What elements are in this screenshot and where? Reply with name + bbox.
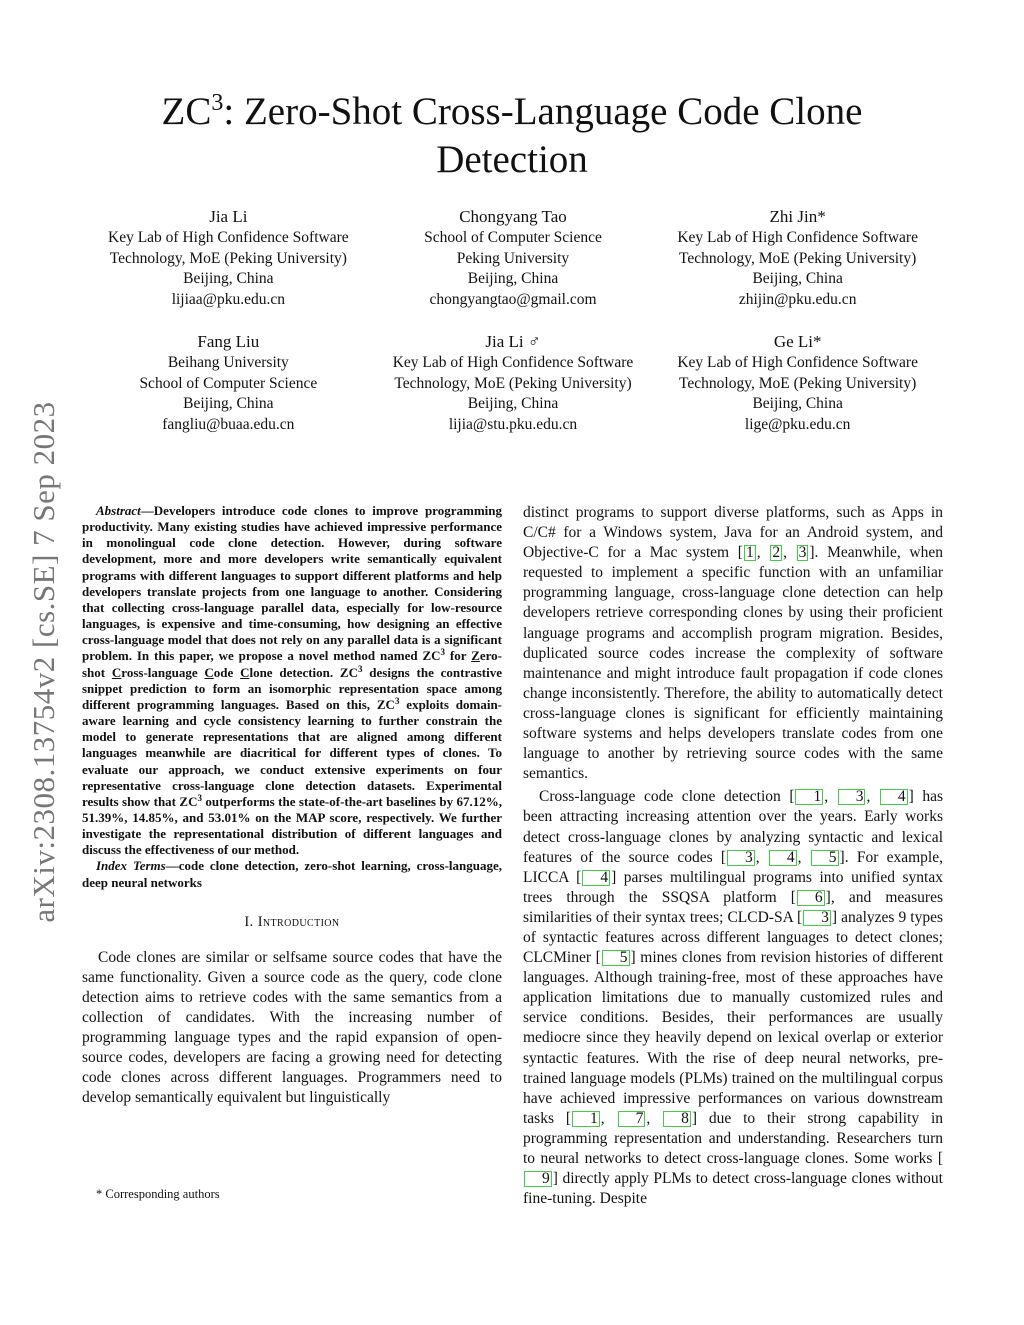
author-location: Beijing, China [467,395,559,413]
abstract: Abstract—Developers introduce code clones to improve programming productivity. Many existing studies have achieved impressive performance in monolingual code clone detection. However, during software development, more and more developers write semantically equivalent programs with different languages to support different platforms and help developers translate projects from one language to another. Considering that collecting cross-language parallel data, especially for low-resource languages, is expensive and time-consuming, how designing an effective cross-language model that does not rely on any parallel data is a significant problem. In this paper, we propose a novel method named $ZC^3$ for Zero-shot Cross-language Code Clone detection. $ZC^3$ designs the contrastive snippet prediction to form an isomorphic representation space among different programming languages. Based on this, $ZC^3$ exploits domain-aware learning and cycle consistency learning to further constrain the model to generate representations that are aligned among different languages meanwhile are diacritical for different types of clones. To evaluate our approach, we conduct extensive experiments on four representative cross-language clone detection datasets. Experimental results show that $ZC^3$ outperforms the state-of-the-art baselines by 67.12%, 51.39%, 14.85%, and 53.01% on the MAP score, respectively. We further investigate the representational distribution of different languages and discuss the effectiveness of our method. [82,503,503,858]
author-block [86,206,940,436]
citation-link[interactable]: 3 [803,910,831,926]
author-affiliation-line: Beihang University [167,353,289,371]
author-affiliation-line: Technology, MoE (Peking University) [679,374,917,392]
right-column [523,503,943,1209]
left-column [82,503,502,1109]
author-name: Ge Li* [773,331,822,351]
citation-link[interactable]: 5 [602,950,630,966]
citation-link[interactable]: 4 [880,789,908,805]
citation-link[interactable]: 3 [798,544,807,562]
author-affiliation-line: Key Lab of High Confidence Software [108,229,349,246]
footnote-corresponding-authors: * Corresponding authors [96,1187,220,1201]
citation-link[interactable]: 7 [618,1111,646,1127]
author-affiliation-line: Technology, MoE (Peking University) [679,249,917,267]
citation-link[interactable]: 1 [795,789,823,805]
paper-title: $ZC^3$: Zero-Shot Cross-Language Code Clone Detection [161,90,863,181]
author-affiliation-line: Peking University [456,249,570,267]
author-3 [655,206,940,311]
citation-link[interactable]: 8 [663,1111,691,1127]
author-email: chongyangtao@gmail.com [429,291,597,309]
author-email: lige@pku.edu.cn [744,415,851,433]
author-affiliation-line: School of Computer Science [139,374,318,392]
author-affiliation-line: Technology, MoE (Peking University) [109,249,347,267]
author-location: Beijing, China [467,270,559,288]
author-affiliation-line: Key Lab of High Confidence Software [677,229,918,246]
author-name: Jia Li [209,207,248,226]
author-email: lijiaa@pku.edu.cn [171,291,285,309]
author-location: Beijing, China [752,395,843,413]
author-affiliation-line: Key Lab of High Confidence Software [392,353,634,371]
author-5 [371,331,656,436]
citation-link[interactable]: 6 [797,890,825,906]
author-affiliation-line: Technology, MoE (Peking University) [394,374,632,392]
citation-link[interactable]: 4 [582,870,610,886]
author-email: lijia@stu.pku.edu.cn [448,415,578,433]
author-name: Chongyang Tao [459,207,567,226]
author-4 [86,331,371,436]
author-affiliation-line: School of Computer Science [424,229,602,246]
author-name: Jia Li ♂ [485,331,541,351]
citation-link[interactable]: 3 [727,850,755,866]
citation-link[interactable]: 1 [745,544,754,562]
author-email: zhijin@pku.edu.cn [738,291,857,309]
index-terms-label: Index Terms [96,858,166,874]
author-location: Beijing, China [183,395,274,413]
author-name: Zhi Jin* [769,207,826,226]
author-affiliation-line: Key Lab of High Confidence Software [677,353,918,371]
section-heading-introduction: I. Introduction [244,913,340,930]
abstract-label: Abstract [96,503,141,518]
author-1 [86,206,371,311]
arxiv-identifier: arXiv:2308.13754v2 [cs.SE] 7 Sep 2023 [26,401,61,923]
citation-link[interactable]: 4 [769,850,797,866]
author-name: Fang Liu [197,331,260,351]
index-terms: Index Terms—code clone detection, zero-shot learning, cross-language, deep neural networks [82,858,502,890]
citation-link[interactable]: 5 [811,850,839,866]
citation-link[interactable]: 2 [772,544,781,562]
citation-link[interactable]: 3 [838,789,866,805]
author-2 [371,206,656,311]
citation-link[interactable]: 1 [572,1111,600,1127]
intro-paragraph-1: Code clones are similar or selfsame source codes that have the same functionality. Given a source code as the query, code clone detection aims to retrieve codes with the same semantics from a collection of candidates. With the increasing number of programming language types and the rapid expansion of open-source codes, developers are facing a growing need for detecting code clones across different languages. Programmers need to develop semantically equivalent but linguistically [82,948,502,1107]
author-location: Beijing, China [183,270,274,288]
author-email: fangliu@buaa.edu.cn [162,415,295,433]
intro-paragraph-1-continued: distinct programs to support diverse platforms, such as Apps in C/C# for a Windows system, Java for an Android system, and Objective-C for a Mac system [ 1 , 2 , 3 ]. Meanwhile, when requested to implement a specific function with an unfamiliar programming language, cross-language clone detection can help developers retrieve corresponding clones by using their proficient language programs and accomplish program migration. Besides, duplicated source codes increase the complexity of software maintenance and might introduce fault propagation if code clones change inconsistently. Therefore, the ability to automatically detect cross-language clones is significant for efficiently maintaining software systems and helps developers translate codes from one language to another by retrieving source codes with the same semantics. [523,504,944,783]
author-location: Beijing, China [752,270,843,288]
author-6 [655,331,940,436]
citation-link[interactable]: 9 [524,1171,552,1187]
intro-paragraph-2: Cross-language code clone detection [ 1 , 3 , 4 ] has been attracting increasing attention over the years. Early works detect cross-language clones by analyzing syntactic and lexical features of the source codes [ 3 , 4 , 5 ]. For example, LICCA [ 4 ] parses multilingual programs into unified syntax trees through the SSQSA platform [ 6 ], and measures similarities of their syntax trees; CLCD-SA [ 3 ] analyzes 9 types of syntactic features across different languages to detect clones; CLCMiner [ 5 ] mines clones from revision histories of different languages. Although training-free, most of these approaches have application limitations due to manually customized rules and service conditions. Besides, their performances are usually mediocre since they heavily depend on lexical overlap or exterior syntactic features. With the rise of deep neural networks, pre-trained language models (PLMs) trained on the multilingual corpus have achieved impressive performances on various downstream tasks [ 1 , 7 , 8 ] due to their strong capability in programming representation and understanding. Researchers turn to neural networks to detect cross-language clones. Some works [9 ] directly apply PLMs to detect cross-language clones without fine-tuning. Despite [523,788,944,1208]
